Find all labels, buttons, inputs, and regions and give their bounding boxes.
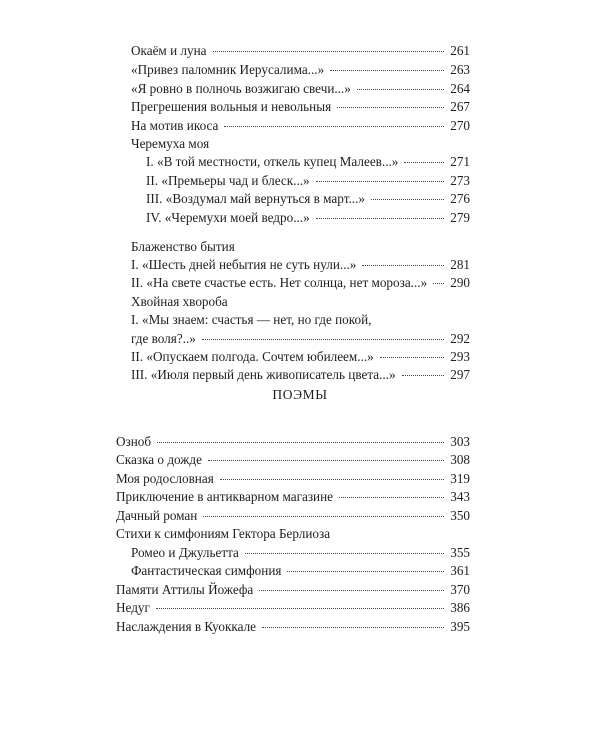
- toc-entry-page: 273: [450, 173, 470, 188]
- toc-entry-page: 276: [450, 191, 470, 206]
- toc-entry-page: 261: [450, 43, 470, 58]
- dot-leader: [213, 51, 445, 52]
- dot-leader: [208, 460, 444, 461]
- toc-group-heading: Блаженство бытия: [131, 239, 235, 254]
- toc-entry: [146, 191, 470, 207]
- toc-entry-title: Окаём и луна: [131, 43, 207, 58]
- toc-entry-title: Наслаждения в Куоккале: [116, 619, 257, 634]
- toc-entry-page: 263: [450, 62, 470, 77]
- toc-entry-title: III. «Воздумал май вернуться в март...»: [146, 191, 365, 206]
- dot-leader: [262, 627, 444, 628]
- toc-entry-title: где воля?..»: [131, 331, 196, 346]
- toc-entry: [116, 471, 470, 487]
- toc-entry-title: II. «Премьеры чад и блеск...»: [146, 173, 310, 188]
- toc-entry-title: Озноб: [116, 434, 152, 449]
- dot-leader: [316, 218, 445, 219]
- dot-leader: [362, 265, 444, 266]
- dot-leader: [337, 107, 444, 108]
- toc-entry: [131, 367, 470, 383]
- toc-entry-page: 370: [450, 582, 470, 597]
- toc-entry-title: I. «Шесть дней небытия не суть нули...»: [131, 257, 357, 272]
- toc-entry: [131, 257, 470, 273]
- dot-leader: [380, 357, 444, 358]
- toc-entry-page: 267: [450, 99, 470, 114]
- toc-entry: [131, 331, 470, 347]
- toc-entry-title: Сказка о дожде: [116, 452, 202, 467]
- toc-entry-page: 297: [450, 367, 470, 382]
- toc-entry-title: III. «Июля первый день живописатель цвета...»: [131, 367, 396, 382]
- toc-entry-title: Фантастическая симфония: [131, 563, 282, 578]
- toc-entry-page: 292: [450, 331, 470, 346]
- toc-entry-title-line: I. «Мы знаем: счастья — нет, но где покой,: [131, 312, 372, 327]
- toc-entry: [146, 173, 470, 189]
- toc-entry-title: I. «В той местности, откель купец Малеев...»: [146, 154, 399, 169]
- toc-entry-title: Памяти Аттилы Йожефа: [116, 582, 254, 597]
- toc-entry: [116, 508, 470, 524]
- dot-leader: [202, 339, 444, 340]
- toc-group-heading: Черемуха моя: [131, 136, 210, 151]
- toc-entry-page: 279: [450, 210, 470, 225]
- toc-group-heading: Стихи к симфониям Гектора Берлиоза: [116, 526, 331, 541]
- toc-entry-title: Дачный роман: [116, 508, 198, 523]
- dot-leader: [402, 375, 445, 376]
- toc-entry: [116, 489, 470, 505]
- dot-leader: [157, 442, 444, 443]
- dot-leader: [404, 162, 444, 163]
- toc-entry: [131, 43, 470, 59]
- toc-entry-page: 290: [450, 275, 470, 290]
- section-title: ПОЭМЫ: [272, 387, 328, 402]
- toc-entry: [116, 600, 470, 616]
- dot-leader: [371, 199, 444, 200]
- toc-entry-title: II. «Опускаем полгода. Сочтем юбилеем...»: [131, 349, 374, 364]
- toc-entry-title: II. «На свете счастье есть. Нет солнца, нет мороза...»: [131, 275, 428, 290]
- dot-leader: [203, 516, 444, 517]
- toc-entry: [116, 452, 470, 468]
- dot-leader: [156, 608, 444, 609]
- toc-entry-title: Моя родословная: [116, 471, 214, 486]
- toc-entry: [131, 62, 470, 78]
- dot-leader: [330, 70, 444, 71]
- toc-entry-page: 271: [450, 154, 470, 169]
- toc-entry-page: 343: [450, 489, 470, 504]
- toc-entry-page: 293: [450, 349, 470, 364]
- toc-entry-title: «Привез паломник Иерусалима...»: [131, 62, 325, 77]
- dot-leader: [287, 571, 444, 572]
- toc-entry-title: Приключение в антикварном магазине: [116, 489, 334, 504]
- toc-entry-page: 350: [450, 508, 470, 523]
- toc-entry: [131, 99, 470, 115]
- toc-entry-title: Ромео и Джульетта: [131, 545, 239, 560]
- toc-entry-title: Недуг: [116, 600, 150, 615]
- toc-entry-page: 355: [450, 545, 470, 560]
- toc-entry: [131, 563, 470, 579]
- toc-entry: [131, 118, 470, 134]
- toc-group-heading: Хвойная хвороба: [131, 294, 228, 309]
- toc-entry: [131, 349, 470, 365]
- toc-entry-page: 361: [450, 563, 470, 578]
- toc-entry: [146, 154, 470, 170]
- dot-leader: [224, 126, 444, 127]
- toc-entry: [116, 619, 470, 635]
- toc-entry-page: 319: [450, 471, 470, 486]
- toc-entry: [146, 210, 470, 226]
- dot-leader: [245, 553, 444, 554]
- toc-entry: [131, 275, 470, 291]
- toc-entry-page: 264: [450, 81, 470, 96]
- toc-entry-title: «Я ровно в полночь возжигаю свечи...»: [131, 81, 351, 96]
- toc-entry: [131, 81, 470, 97]
- toc-entry-page: 395: [450, 619, 470, 634]
- toc-entry-title: На мотив икоса: [131, 118, 219, 133]
- dot-leader: [316, 181, 445, 182]
- toc-entry-page: 281: [450, 257, 470, 272]
- toc-entry-page: 270: [450, 118, 470, 133]
- dot-leader: [259, 590, 444, 591]
- toc-entry-page: 303: [450, 434, 470, 449]
- toc-entry-page: 308: [450, 452, 470, 467]
- toc-entry: [116, 582, 470, 598]
- dot-leader: [357, 89, 444, 90]
- toc-entry: [131, 545, 470, 561]
- toc-entry-page: 386: [450, 600, 470, 615]
- toc-entry: [116, 434, 470, 450]
- dot-leader: [339, 497, 444, 498]
- toc-entry-title: IV. «Черемухи моей ведро...»: [146, 210, 310, 225]
- dot-leader: [433, 283, 444, 284]
- toc-entry-title: Прегрешения вольныя и невольныя: [131, 99, 332, 114]
- dot-leader: [220, 479, 444, 480]
